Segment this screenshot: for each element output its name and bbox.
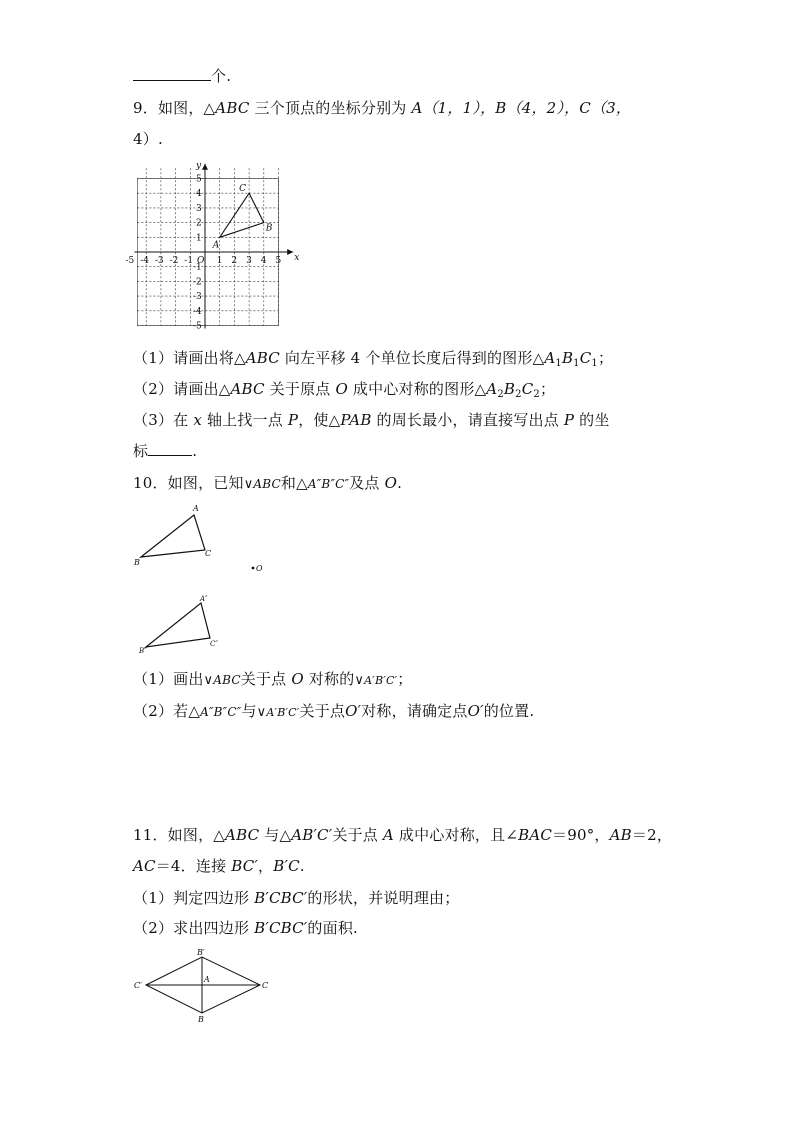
q9-sub2-text: （2）请画出: [133, 380, 219, 398]
q11-bc1: BC′: [231, 857, 259, 875]
q10-stem-a2b2c2: A″B″C″: [307, 477, 350, 491]
q9-sub2-c2: C: [521, 380, 534, 398]
x-tick-label: -1: [184, 256, 194, 266]
y-tick-label: -1: [193, 262, 202, 273]
q11-stem-line1: 11．如图，△ABC 与△AB′C′关于点 A 成中心对称，且∠BAC＝90°，AB＝2，: [133, 826, 673, 844]
y-tick-label: 5: [196, 174, 202, 185]
q10-sub1-text3: 对称的: [303, 670, 355, 688]
q10-point-o: [252, 567, 255, 570]
q11-rhombus-figure: [130, 945, 280, 1025]
q10-sub2: （2）若△A″B″C″与∨A′B′C′关于点O′对称，请确定点O′的位置.: [133, 702, 535, 720]
q10-sub1-end: ；: [397, 670, 413, 688]
q11-label-c: C: [262, 981, 269, 990]
q9-sub1-tri: ABC: [245, 349, 280, 367]
q9-sub3-text2: 轴上找一点: [201, 411, 288, 429]
q11-stem-line2: [133, 856, 305, 876]
q10-label-c2: C″: [210, 640, 218, 648]
q9-sub3: （3）在 x 轴上找一点 P，使△PAB 的周长最小，请直接写出点 P 的坐: [133, 411, 610, 429]
q9-point-b: B（4，2），: [495, 99, 580, 117]
q10-label-c: C: [205, 549, 212, 558]
q10-sub1-text2: 关于点: [240, 670, 292, 688]
label-a: A: [212, 240, 220, 251]
answer-blank: [133, 80, 211, 81]
q9-sub2-b2: B: [503, 380, 516, 398]
q9-sub3-x: x: [193, 411, 202, 429]
q10-sub2-text: （2）若: [133, 702, 189, 720]
q11-sub1: [133, 888, 459, 908]
q9-sub2-text2: 关于原点: [264, 380, 336, 398]
q10-stem-text2: 及点: [349, 474, 385, 492]
q10-sub2-o1: O′: [345, 702, 362, 720]
q9-sub1: （1）请画出将△ABC 向左平移 4 个单位长度后得到的图形$\triangle A_1B_1C_1$；: [133, 349, 614, 369]
q10-sub2-a1b1c1: A′B′C′: [266, 706, 300, 719]
q10-sub2-o1b: O′: [467, 702, 484, 720]
q10-triangle-abc: [141, 515, 205, 557]
q11-stem-text3: 成中心对称，且∠: [393, 826, 519, 844]
q11-stem-eq2: ＝2，: [631, 826, 673, 844]
q11-label-b1: B′: [197, 948, 205, 957]
q9-sub1-c1: C: [579, 349, 592, 367]
q9-sub3-text5: 的坐: [574, 411, 610, 429]
q9-sub1-a1: A: [544, 349, 556, 367]
q9-stem-end: 4）.: [133, 130, 163, 148]
q11-b1c: B′C: [273, 857, 300, 875]
q10-sub1: （1）画出∨ABC关于点 O 对称的∨A′B′C′；: [133, 670, 413, 688]
q10-stem-abc: ABC: [253, 477, 281, 491]
q10-label-b2: B″: [139, 647, 147, 655]
y-tick-label: 3: [196, 203, 202, 214]
q11-sub1-quad: B′CBC′: [254, 889, 308, 907]
q11-sub2-text: （2）求出四边形: [133, 919, 255, 937]
q9-sub2-end: ；: [539, 380, 556, 398]
q9-sub2: （2）请画出△ABC 关于原点 O 成中心对称的图形$\triangle A_2B_2C_2$；: [133, 380, 556, 400]
label-b: B: [265, 223, 273, 234]
q9-sub3-pab: PAB: [340, 411, 372, 429]
x-tick-label: -5: [125, 256, 135, 266]
q10-sub1-a1b1c1: A′B′C′: [364, 674, 398, 687]
q9-sub3-text4: 的周长最小，请直接写出点: [371, 411, 564, 429]
q9-sub2-a2: A: [486, 380, 498, 398]
y-tick-label: 4: [196, 189, 202, 200]
q9-sub1-b1: B: [561, 349, 574, 367]
y-tick-label: 1: [196, 233, 202, 244]
q9-sub3-text: （3）在: [133, 411, 194, 429]
x-tick-label: -3: [154, 256, 164, 266]
q9-sub2-text3: 成中心对称的图形: [347, 380, 475, 398]
q9-sub2-tri: ABC: [230, 380, 265, 398]
q10-stem-o: O: [384, 474, 398, 492]
y-tick-label: -2: [193, 277, 202, 288]
q10-sub2-text3: 对称，请确定点: [361, 702, 468, 720]
q10-sub2-text2: 关于点: [299, 702, 346, 720]
q11-stem-ab1c1: AB′C′: [291, 826, 333, 844]
q8-tail-text: 个.: [211, 67, 232, 85]
y-axis-arrow: [202, 164, 208, 170]
q9-stem-line2: [133, 129, 163, 149]
x-tick-label: 2: [231, 256, 238, 266]
q11-stem-yu: 与: [259, 826, 280, 844]
x-tick-label: -4: [140, 256, 149, 266]
y-tick-label: -3: [193, 292, 202, 303]
q9-sub1-text: （1）请画出将: [133, 349, 234, 367]
q11-stem-90: ＝90°，: [552, 826, 610, 844]
q11-sub2-quad: B′CBC′: [254, 919, 308, 937]
q10-label-a: A: [193, 504, 199, 513]
q11-sub2-text2: 的面积.: [307, 919, 358, 937]
q9-sub3-text3: ，使: [298, 411, 329, 429]
y-tick-label: 2: [196, 218, 202, 229]
q9-point-c: C（3，: [579, 99, 632, 117]
q10-triangle-a2b2c2: [146, 603, 210, 647]
q10-figure: [130, 503, 270, 653]
y-tick-label: -5: [193, 321, 202, 332]
q11-sub1-text2: 的形状，并说明理由；: [307, 889, 460, 907]
q9-sub3-p: P: [287, 411, 299, 429]
q9-sub3-end: .: [192, 442, 198, 460]
q10-sub1-text: （1）画出: [133, 670, 204, 688]
x-tick-label: O: [197, 256, 205, 266]
q11-stem-ab: AB: [609, 826, 632, 844]
answer-blank: [148, 455, 192, 456]
q10-label-b: B: [134, 558, 140, 567]
x-axis-arrow: [287, 249, 293, 255]
q11-label-b: B: [198, 1015, 204, 1024]
q11-stem-a: A: [382, 826, 394, 844]
q10-sub1-abc: ABC: [213, 673, 241, 687]
q9-triangle-name: ABC: [215, 99, 250, 117]
q11-label-c1: C′: [134, 981, 142, 990]
q8-tail-line: [133, 66, 231, 86]
x-tick-label: 3: [246, 256, 252, 266]
q9-point-a: A（1，1），: [411, 99, 496, 117]
q10-label-a2: A″: [200, 595, 208, 603]
q11-sub1-text: （1）判定四边形: [133, 889, 255, 907]
q9-sub2-o: O: [335, 380, 348, 398]
q11-sub2: [133, 918, 358, 938]
x-tick-label: 5: [275, 256, 282, 266]
q9-stem-line1: 9．如图，△ABC 三个顶点的坐标分别为 A（1，1），B（4，2），C（3，: [133, 99, 632, 117]
triangle-abc: [220, 193, 264, 237]
q10-stem-end: .: [397, 474, 403, 492]
q10-sub2-end: 的位置.: [483, 702, 535, 720]
q9-stem-text2: 三个顶点的坐标分别为: [249, 99, 412, 117]
q11-ac: AC: [133, 857, 156, 875]
q9-coordinate-grid: [125, 160, 300, 332]
q11-label-a: A: [204, 975, 210, 984]
x-axis-label: x: [294, 253, 300, 263]
q9-sub1-end: ；: [597, 349, 614, 367]
x-tick-label: 4: [260, 256, 267, 266]
y-axis-label: y: [196, 160, 202, 171]
x-tick-label: 1: [216, 256, 223, 266]
q11-comma: ，: [258, 857, 274, 875]
q10-stem-text: 10．如图，已知: [133, 474, 244, 492]
q10-sub1-o: O: [291, 670, 304, 688]
q10-sub2-yu: 与: [241, 702, 257, 720]
y-tick-label: -4: [193, 306, 202, 317]
q11-stem-text: 11．如图，: [133, 826, 214, 844]
q11-stem-abc: ABC: [225, 826, 260, 844]
q10-stem-he: 和: [280, 474, 297, 492]
q10-label-o: O: [256, 564, 263, 573]
q11-eq4: ＝4．连接: [155, 857, 232, 875]
q9-sub3-p2: P: [563, 411, 575, 429]
q10-sub2-a2b2c2: A″B″C″: [200, 705, 242, 719]
q11-stem-text2: 关于点: [332, 826, 383, 844]
q9-sub3-biao: 标: [133, 442, 149, 460]
q10-stem: 10．如图，已知∨ABC和△A″B″C″及点 O.: [133, 474, 403, 492]
label-c: C: [239, 184, 246, 195]
q9-stem-text: 9．如图，: [133, 99, 204, 117]
q11-stem-bac: BAC: [518, 826, 553, 844]
x-tick-label: -2: [169, 256, 179, 266]
q9-sub3-line2: [133, 441, 197, 461]
q11-period: .: [299, 857, 305, 875]
q9-sub1-text2: 向左平移 4 个单位长度后得到的图形: [279, 349, 533, 367]
